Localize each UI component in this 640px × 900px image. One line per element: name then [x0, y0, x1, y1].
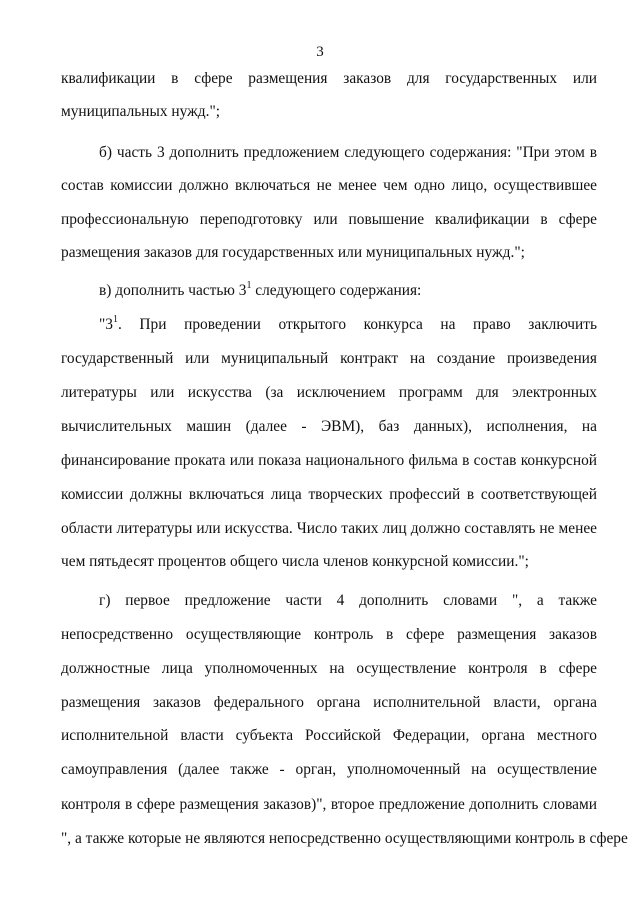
text-line [99, 144, 597, 162]
text-line-content: государственный или муниципальный контракт на создание произведения [61, 350, 597, 367]
text-line-content: ", а также которые не являются непосредственно осуществляющими контроль в сфере [61, 830, 628, 847]
text-line [61, 103, 597, 121]
text-line-content: области литературы или искусства. Число таких лиц должно составлять не менее [61, 520, 597, 537]
text-line [61, 486, 597, 504]
text-line [61, 70, 597, 88]
text-line-content: в) дополнить частью 3 [99, 282, 247, 299]
text-line [61, 796, 597, 814]
text-line [61, 452, 597, 470]
text-line-content: б) часть 3 дополнить предложением следующего содержания: "При этом в [99, 144, 597, 161]
text-line [61, 660, 597, 678]
text-line-content: должностные лица уполномоченных на осуществление контроля в сфере [61, 660, 597, 677]
text-line-content: литературы или искусства (за исключением программ для электронных [61, 384, 597, 401]
text-line [61, 553, 597, 571]
text-line [61, 727, 597, 745]
text-line-content: квалификации в сфере размещения заказов для государственных или [61, 70, 597, 87]
text-line [61, 626, 597, 644]
text-line [61, 418, 597, 436]
text-line-continuation: следующего содержания: [251, 282, 422, 299]
text-line-content: состав комиссии должно включаться не менее чем одно лицо, осуществившее [61, 177, 597, 194]
superscript: 1 [112, 313, 118, 325]
text-line [99, 279, 597, 300]
text-line-content: чем пятьдесят процентов общего числа членов конкурсной комиссии."; [61, 553, 529, 570]
text-line [61, 211, 597, 229]
text-line-content: "3 [99, 316, 113, 333]
text-line-content: профессиональную переподготовку или повышение квалификации в сфере [61, 211, 597, 228]
superscript: 1 [246, 279, 252, 291]
text-line [61, 177, 597, 195]
text-line [61, 350, 597, 368]
text-line-content: непосредственно осуществляющие контроль в сфере размещения заказов [61, 626, 597, 643]
text-line [99, 592, 597, 610]
text-line [61, 761, 597, 779]
text-line-content: размещения заказов федерального органа исполнительной власти, органа [61, 694, 597, 711]
text-line-content: муниципальных нужд."; [61, 103, 221, 120]
text-line-content: размещения заказов для государственных или муниципальных нужд."; [61, 244, 525, 261]
text-line-content: самоуправления (далее также - орган, уполномоченный на осуществление [61, 761, 597, 778]
text-line [61, 520, 597, 538]
text-line-content: вычислительных машин (далее - ЭВМ), баз данных), исполнения, на [61, 418, 597, 435]
text-line-content: г) первое предложение части 4 дополнить словами ", а также [99, 592, 597, 609]
text-line [61, 694, 597, 712]
text-line-content: комиссии должны включаться лица творческих профессий в соответствующей [61, 486, 597, 503]
text-line-content: контроля в сфере размещения заказов)", второе предложение дополнить словами [61, 796, 597, 813]
text-line-continuation: . При проведении открытого конкурса на право заключить [117, 316, 597, 333]
text-line [61, 384, 597, 402]
text-line [99, 313, 597, 334]
text-line [61, 830, 628, 848]
text-line-content: финансирование проката или показа национального фильма в состав конкурсной [61, 452, 597, 469]
text-line [61, 244, 597, 262]
page-number: 3 [316, 44, 324, 60]
text-line-content: исполнительной власти субъекта Российской Федерации, органа местного [61, 727, 597, 744]
